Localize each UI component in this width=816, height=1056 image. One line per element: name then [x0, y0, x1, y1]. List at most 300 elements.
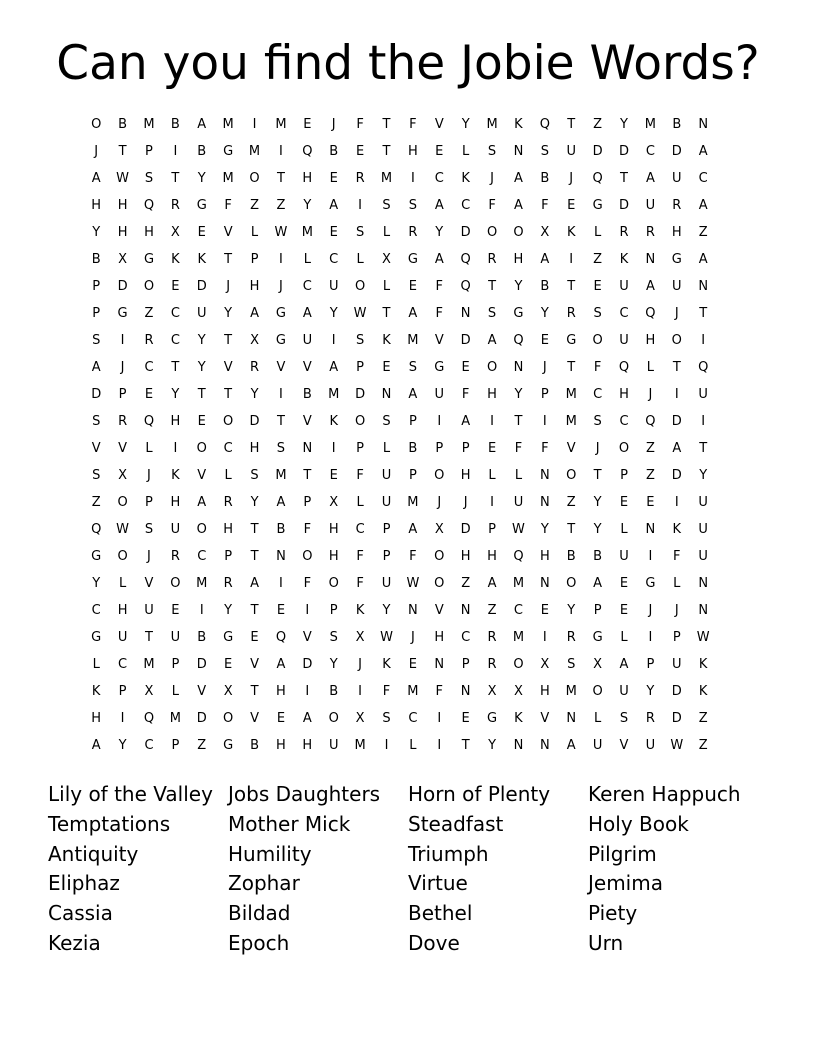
grid-letter[interactable]: V	[144, 576, 154, 591]
grid-letter[interactable]: L	[514, 468, 523, 483]
grid-letter[interactable]: I	[648, 549, 653, 564]
grid-letter[interactable]: U	[434, 387, 445, 402]
grid-letter[interactable]: C	[118, 657, 128, 672]
grid-letter[interactable]: K	[171, 468, 180, 483]
grid-letter[interactable]: J	[279, 279, 283, 294]
grid-letter[interactable]: H	[487, 387, 497, 402]
grid-letter[interactable]: R	[645, 225, 655, 240]
grid-letter[interactable]: T	[567, 360, 576, 375]
grid-letter[interactable]: G	[223, 630, 234, 645]
grid-letter[interactable]: A	[197, 495, 207, 510]
grid-letter[interactable]: A	[91, 171, 101, 186]
grid-letter[interactable]: H	[619, 387, 629, 402]
grid-letter[interactable]: N	[539, 738, 550, 753]
grid-letter[interactable]: M	[222, 171, 234, 186]
grid-letter[interactable]: X	[355, 630, 365, 645]
grid-letter[interactable]: J	[147, 468, 151, 483]
grid-letter[interactable]: O	[223, 711, 234, 726]
grid-letter[interactable]: L	[673, 576, 681, 591]
grid-letter[interactable]: U	[645, 738, 656, 753]
grid-letter[interactable]: R	[566, 306, 576, 321]
grid-letter[interactable]: C	[434, 171, 444, 186]
grid-letter[interactable]: H	[144, 225, 154, 240]
grid-letter[interactable]: G	[143, 252, 155, 267]
grid-letter[interactable]: S	[355, 225, 365, 240]
grid-letter[interactable]: J	[331, 117, 336, 132]
grid-letter[interactable]: I	[199, 603, 204, 618]
grid-letter[interactable]: I	[542, 630, 547, 645]
grid-letter[interactable]: R	[170, 549, 180, 564]
grid-letter[interactable]: Z	[593, 252, 603, 267]
grid-letter[interactable]: U	[698, 549, 708, 564]
grid-letter[interactable]: G	[645, 576, 656, 591]
grid-letter[interactable]: W	[274, 225, 288, 240]
grid-letter[interactable]: X	[540, 225, 550, 240]
grid-letter[interactable]: J	[94, 144, 99, 159]
grid-letter[interactable]: Q	[143, 198, 155, 213]
grid-letter[interactable]: J	[674, 603, 679, 618]
grid-letter[interactable]: C	[302, 279, 312, 294]
grid-letter[interactable]: P	[145, 144, 153, 159]
grid-letter[interactable]: E	[250, 630, 259, 645]
grid-letter[interactable]: B	[593, 549, 603, 564]
grid-letter[interactable]: O	[566, 576, 577, 591]
grid-letter[interactable]: B	[91, 252, 101, 267]
grid-letter[interactable]: S	[92, 333, 101, 348]
grid-letter[interactable]: V	[118, 441, 128, 456]
grid-letter[interactable]: D	[460, 522, 471, 537]
grid-letter[interactable]: K	[197, 252, 207, 267]
grid-letter[interactable]: S	[593, 306, 602, 321]
grid-letter[interactable]: T	[250, 684, 259, 699]
grid-letter[interactable]: Y	[197, 171, 206, 186]
grid-letter[interactable]: M	[275, 117, 287, 132]
grid-letter[interactable]: R	[408, 225, 418, 240]
grid-letter[interactable]: M	[248, 144, 261, 159]
grid-letter[interactable]: E	[197, 225, 206, 240]
grid-letter[interactable]: S	[487, 306, 497, 321]
grid-letter[interactable]: O	[143, 279, 155, 294]
grid-letter[interactable]: D	[460, 333, 471, 348]
grid-letter[interactable]: J	[226, 279, 231, 294]
grid-letter[interactable]: R	[118, 414, 128, 429]
grid-letter[interactable]: U	[328, 738, 339, 753]
grid-letter[interactable]: K	[672, 522, 682, 537]
grid-letter[interactable]: P	[408, 468, 417, 483]
grid-letter[interactable]: J	[463, 495, 468, 510]
grid-letter[interactable]: E	[329, 468, 338, 483]
grid-letter[interactable]: H	[328, 549, 339, 564]
grid-letter[interactable]: Q	[143, 414, 155, 429]
grid-letter[interactable]: L	[303, 252, 311, 267]
grid-letter[interactable]: N	[513, 360, 524, 375]
grid-letter[interactable]: N	[645, 252, 656, 267]
grid-letter[interactable]: G	[671, 252, 682, 267]
grid-letter[interactable]: F	[488, 198, 496, 213]
grid-letter[interactable]: I	[120, 333, 125, 348]
grid-letter[interactable]: S	[144, 171, 154, 186]
grid-letter[interactable]: C	[513, 603, 523, 618]
grid-letter[interactable]: P	[92, 306, 101, 321]
grid-letter[interactable]: N	[460, 603, 471, 618]
grid-letter[interactable]: F	[409, 549, 417, 564]
grid-letter[interactable]: U	[619, 333, 629, 348]
grid-letter[interactable]: U	[170, 522, 181, 537]
grid-letter[interactable]: E	[355, 144, 365, 159]
grid-letter[interactable]: L	[620, 522, 628, 537]
grid-letter[interactable]: Z	[645, 441, 655, 456]
grid-letter[interactable]: A	[566, 738, 576, 753]
grid-letter[interactable]: L	[250, 225, 259, 240]
grid-letter[interactable]: T	[461, 738, 470, 753]
grid-letter[interactable]: M	[354, 738, 366, 753]
grid-letter[interactable]: A	[434, 198, 444, 213]
grid-letter[interactable]: P	[329, 603, 338, 618]
grid-letter[interactable]: Y	[567, 603, 576, 618]
grid-letter[interactable]: C	[619, 414, 629, 429]
grid-letter[interactable]: D	[671, 711, 682, 726]
grid-letter[interactable]: O	[328, 711, 339, 726]
grid-letter[interactable]: P	[171, 738, 180, 753]
grid-letter[interactable]: C	[593, 387, 603, 402]
grid-letter[interactable]: J	[542, 360, 547, 375]
grid-letter[interactable]: E	[144, 387, 154, 402]
grid-letter[interactable]: X	[355, 711, 365, 726]
grid-letter[interactable]: Y	[329, 306, 338, 321]
grid-letter[interactable]: P	[646, 657, 655, 672]
grid-letter[interactable]: G	[513, 306, 524, 321]
grid-letter[interactable]: W	[353, 306, 367, 321]
grid-letter[interactable]: U	[302, 333, 313, 348]
grid-letter[interactable]: Y	[514, 387, 523, 402]
grid-letter[interactable]: E	[540, 603, 549, 618]
grid-letter[interactable]: N	[539, 468, 550, 483]
grid-letter[interactable]: V	[250, 657, 259, 672]
grid-letter[interactable]: N	[698, 117, 709, 132]
grid-letter[interactable]: B	[276, 522, 286, 537]
grid-letter[interactable]: Y	[224, 603, 233, 618]
grid-letter[interactable]: H	[91, 198, 102, 213]
grid-letter[interactable]: H	[513, 252, 524, 267]
grid-letter[interactable]: X	[513, 684, 523, 699]
grid-letter[interactable]: C	[461, 630, 471, 645]
grid-letter[interactable]: Q	[618, 360, 630, 375]
grid-letter[interactable]: U	[197, 306, 207, 321]
grid-letter[interactable]: F	[435, 306, 444, 321]
grid-letter[interactable]: M	[143, 657, 155, 672]
grid-letter[interactable]: P	[224, 549, 233, 564]
grid-letter[interactable]: Y	[250, 387, 259, 402]
grid-letter[interactable]: T	[699, 306, 708, 321]
grid-letter[interactable]: H	[276, 684, 286, 699]
grid-letter[interactable]: Y	[118, 738, 127, 753]
grid-letter[interactable]: A	[540, 252, 550, 267]
grid-letter[interactable]: Q	[592, 171, 603, 186]
grid-letter[interactable]: R	[170, 198, 180, 213]
grid-letter[interactable]: V	[197, 684, 207, 699]
grid-letter[interactable]: D	[671, 468, 682, 483]
grid-letter[interactable]: B	[329, 144, 339, 159]
grid-letter[interactable]: S	[382, 414, 391, 429]
grid-letter[interactable]: I	[252, 117, 257, 132]
grid-letter[interactable]: N	[698, 603, 709, 618]
grid-letter[interactable]: V	[434, 603, 444, 618]
grid-letter[interactable]: N	[566, 711, 577, 726]
grid-letter[interactable]: A	[250, 306, 259, 321]
grid-letter[interactable]: P	[118, 387, 127, 402]
grid-letter[interactable]: Y	[303, 198, 312, 213]
grid-letter[interactable]: L	[646, 360, 655, 375]
grid-letter[interactable]: N	[302, 441, 313, 456]
grid-letter[interactable]: C	[197, 549, 207, 564]
grid-letter[interactable]: E	[276, 603, 286, 618]
grid-letter[interactable]: X	[250, 333, 259, 348]
grid-letter[interactable]: G	[566, 333, 577, 348]
grid-letter[interactable]: D	[671, 684, 682, 699]
grid-letter[interactable]: P	[250, 252, 259, 267]
grid-letter[interactable]: S	[329, 630, 338, 645]
grid-letter[interactable]: F	[224, 198, 232, 213]
grid-letter[interactable]: H	[434, 630, 445, 645]
grid-letter[interactable]: N	[513, 144, 524, 159]
grid-letter[interactable]: O	[618, 441, 630, 456]
grid-letter[interactable]: E	[461, 360, 470, 375]
grid-letter[interactable]: K	[461, 171, 470, 186]
grid-letter[interactable]: I	[648, 630, 653, 645]
grid-letter[interactable]: K	[329, 414, 338, 429]
grid-letter[interactable]: F	[356, 549, 364, 564]
grid-letter[interactable]: H	[407, 144, 418, 159]
grid-letter[interactable]: Y	[540, 522, 549, 537]
grid-letter[interactable]: M	[222, 117, 234, 132]
grid-letter[interactable]: A	[276, 657, 286, 672]
grid-letter[interactable]: A	[672, 441, 682, 456]
grid-letter[interactable]: E	[487, 441, 497, 456]
grid-letter[interactable]: A	[698, 198, 708, 213]
grid-letter[interactable]: P	[382, 522, 391, 537]
grid-letter[interactable]: K	[514, 711, 523, 726]
grid-letter[interactable]: T	[250, 522, 259, 537]
grid-letter[interactable]: Y	[171, 387, 180, 402]
grid-letter[interactable]: E	[224, 657, 233, 672]
grid-letter[interactable]: V	[223, 360, 233, 375]
grid-letter[interactable]: E	[461, 711, 470, 726]
grid-letter[interactable]: T	[224, 387, 233, 402]
grid-letter[interactable]: G	[117, 306, 128, 321]
grid-letter[interactable]: T	[382, 144, 391, 159]
grid-letter[interactable]: A	[91, 360, 101, 375]
grid-letter[interactable]: Z	[250, 198, 259, 213]
grid-letter[interactable]: S	[619, 711, 629, 726]
grid-letter[interactable]: I	[437, 711, 442, 726]
grid-letter[interactable]: C	[170, 306, 180, 321]
grid-letter[interactable]: O	[671, 333, 682, 348]
grid-letter[interactable]: U	[381, 495, 392, 510]
grid-letter[interactable]: Q	[645, 306, 656, 321]
grid-letter[interactable]: H	[249, 279, 260, 294]
grid-letter[interactable]: O	[513, 657, 524, 672]
grid-letter[interactable]: J	[674, 306, 679, 321]
grid-letter[interactable]: H	[117, 603, 128, 618]
grid-letter[interactable]: E	[540, 333, 549, 348]
grid-letter[interactable]: X	[382, 252, 391, 267]
grid-letter[interactable]: U	[698, 522, 708, 537]
grid-letter[interactable]: X	[170, 225, 180, 240]
grid-letter[interactable]: M	[565, 414, 577, 429]
grid-letter[interactable]: I	[384, 738, 389, 753]
grid-letter[interactable]: S	[382, 198, 391, 213]
grid-letter[interactable]: E	[619, 495, 629, 510]
grid-letter[interactable]: M	[275, 468, 287, 483]
grid-letter[interactable]: E	[197, 414, 206, 429]
grid-letter[interactable]: E	[303, 117, 312, 132]
grid-letter[interactable]: R	[566, 630, 576, 645]
grid-letter[interactable]: J	[595, 441, 600, 456]
grid-letter[interactable]: G	[91, 549, 102, 564]
grid-letter[interactable]: S	[408, 198, 418, 213]
grid-letter[interactable]: V	[540, 711, 550, 726]
grid-letter[interactable]: E	[276, 711, 286, 726]
grid-letter[interactable]: Z	[276, 198, 286, 213]
grid-letter[interactable]: A	[698, 252, 708, 267]
grid-letter[interactable]: J	[358, 657, 363, 672]
grid-letter[interactable]: D	[460, 225, 471, 240]
grid-letter[interactable]: K	[698, 657, 708, 672]
grid-letter[interactable]: T	[250, 549, 259, 564]
grid-letter[interactable]: E	[593, 279, 602, 294]
grid-letter[interactable]: H	[276, 738, 286, 753]
grid-letter[interactable]: H	[539, 684, 550, 699]
grid-letter[interactable]: T	[171, 360, 180, 375]
grid-letter[interactable]: H	[302, 738, 313, 753]
grid-letter[interactable]: L	[356, 495, 364, 510]
grid-letter[interactable]: Y	[250, 495, 259, 510]
grid-letter[interactable]: F	[461, 387, 470, 402]
grid-letter[interactable]: A	[434, 252, 444, 267]
grid-letter[interactable]: T	[224, 333, 233, 348]
grid-letter[interactable]: T	[699, 441, 708, 456]
grid-letter[interactable]: C	[619, 306, 629, 321]
grid-letter[interactable]: M	[407, 333, 419, 348]
grid-letter[interactable]: L	[488, 468, 496, 483]
grid-letter[interactable]: F	[303, 576, 312, 591]
grid-letter[interactable]: J	[648, 387, 653, 402]
grid-letter[interactable]: N	[460, 306, 471, 321]
grid-letter[interactable]: A	[619, 657, 629, 672]
grid-letter[interactable]: Q	[275, 630, 287, 645]
grid-letter[interactable]: U	[672, 279, 682, 294]
grid-letter[interactable]: P	[461, 441, 470, 456]
grid-letter[interactable]: W	[116, 522, 130, 537]
grid-letter[interactable]: H	[170, 495, 181, 510]
grid-letter[interactable]: O	[566, 468, 577, 483]
grid-letter[interactable]: L	[382, 225, 391, 240]
grid-letter[interactable]: T	[567, 117, 576, 132]
grid-letter[interactable]: G	[275, 306, 286, 321]
grid-letter[interactable]: F	[435, 279, 444, 294]
grid-letter[interactable]: X	[223, 684, 233, 699]
grid-letter[interactable]: C	[91, 603, 101, 618]
grid-letter[interactable]: F	[303, 522, 312, 537]
grid-letter[interactable]: P	[672, 630, 681, 645]
grid-letter[interactable]: H	[223, 522, 234, 537]
grid-letter[interactable]: Z	[645, 468, 655, 483]
grid-letter[interactable]: Q	[460, 279, 471, 294]
grid-letter[interactable]: O	[486, 225, 498, 240]
grid-letter[interactable]: Q	[698, 360, 709, 375]
grid-letter[interactable]: V	[250, 711, 259, 726]
grid-letter[interactable]: N	[276, 549, 286, 564]
grid-letter[interactable]: C	[144, 360, 154, 375]
grid-letter[interactable]: L	[224, 468, 232, 483]
grid-letter[interactable]: C	[329, 252, 339, 267]
grid-letter[interactable]: O	[354, 414, 366, 429]
grid-letter[interactable]: T	[382, 306, 391, 321]
grid-letter[interactable]: G	[196, 198, 207, 213]
grid-letter[interactable]: Y	[540, 306, 549, 321]
grid-letter[interactable]: F	[356, 576, 364, 591]
grid-letter[interactable]: N	[539, 495, 550, 510]
grid-letter[interactable]: O	[170, 576, 181, 591]
grid-letter[interactable]: Q	[513, 333, 524, 348]
grid-letter[interactable]: R	[223, 576, 233, 591]
grid-letter[interactable]: H	[117, 198, 128, 213]
grid-letter[interactable]: A	[302, 306, 312, 321]
grid-letter[interactable]: M	[301, 225, 313, 240]
grid-letter[interactable]: U	[117, 630, 128, 645]
grid-letter[interactable]: J	[648, 603, 653, 618]
grid-letter[interactable]: K	[382, 333, 391, 348]
grid-letter[interactable]: U	[328, 279, 339, 294]
grid-letter[interactable]: L	[462, 144, 470, 159]
grid-letter[interactable]: W	[512, 522, 525, 537]
grid-letter[interactable]: Y	[197, 360, 206, 375]
grid-letter[interactable]: M	[407, 495, 419, 510]
grid-letter[interactable]: E	[329, 225, 338, 240]
grid-letter[interactable]: E	[408, 657, 417, 672]
grid-letter[interactable]: X	[144, 684, 154, 699]
grid-letter[interactable]: H	[249, 441, 260, 456]
grid-letter[interactable]: P	[145, 495, 153, 510]
grid-letter[interactable]: N	[645, 522, 656, 537]
grid-letter[interactable]: U	[698, 387, 708, 402]
grid-letter[interactable]: V	[197, 468, 207, 483]
grid-letter[interactable]: D	[302, 657, 313, 672]
grid-letter[interactable]: T	[224, 252, 233, 267]
grid-letter[interactable]: D	[196, 711, 207, 726]
grid-letter[interactable]: A	[645, 171, 655, 186]
grid-letter[interactable]: G	[487, 711, 498, 726]
grid-letter[interactable]: T	[382, 117, 391, 132]
grid-letter[interactable]: V	[223, 225, 233, 240]
grid-letter[interactable]: Y	[461, 117, 470, 132]
grid-letter[interactable]: Y	[699, 468, 708, 483]
grid-letter[interactable]: I	[120, 711, 125, 726]
grid-letter[interactable]: Y	[593, 522, 602, 537]
grid-letter[interactable]: T	[197, 387, 206, 402]
grid-letter[interactable]: H	[328, 522, 339, 537]
grid-letter[interactable]: C	[355, 522, 365, 537]
grid-letter[interactable]: D	[91, 387, 102, 402]
grid-letter[interactable]: K	[698, 684, 708, 699]
grid-letter[interactable]: O	[354, 279, 366, 294]
grid-letter[interactable]: B	[250, 738, 259, 753]
grid-letter[interactable]: T	[567, 279, 576, 294]
grid-letter[interactable]: D	[671, 144, 682, 159]
grid-letter[interactable]: W	[406, 576, 420, 591]
grid-letter[interactable]: M	[407, 684, 419, 699]
grid-letter[interactable]: J	[147, 549, 151, 564]
